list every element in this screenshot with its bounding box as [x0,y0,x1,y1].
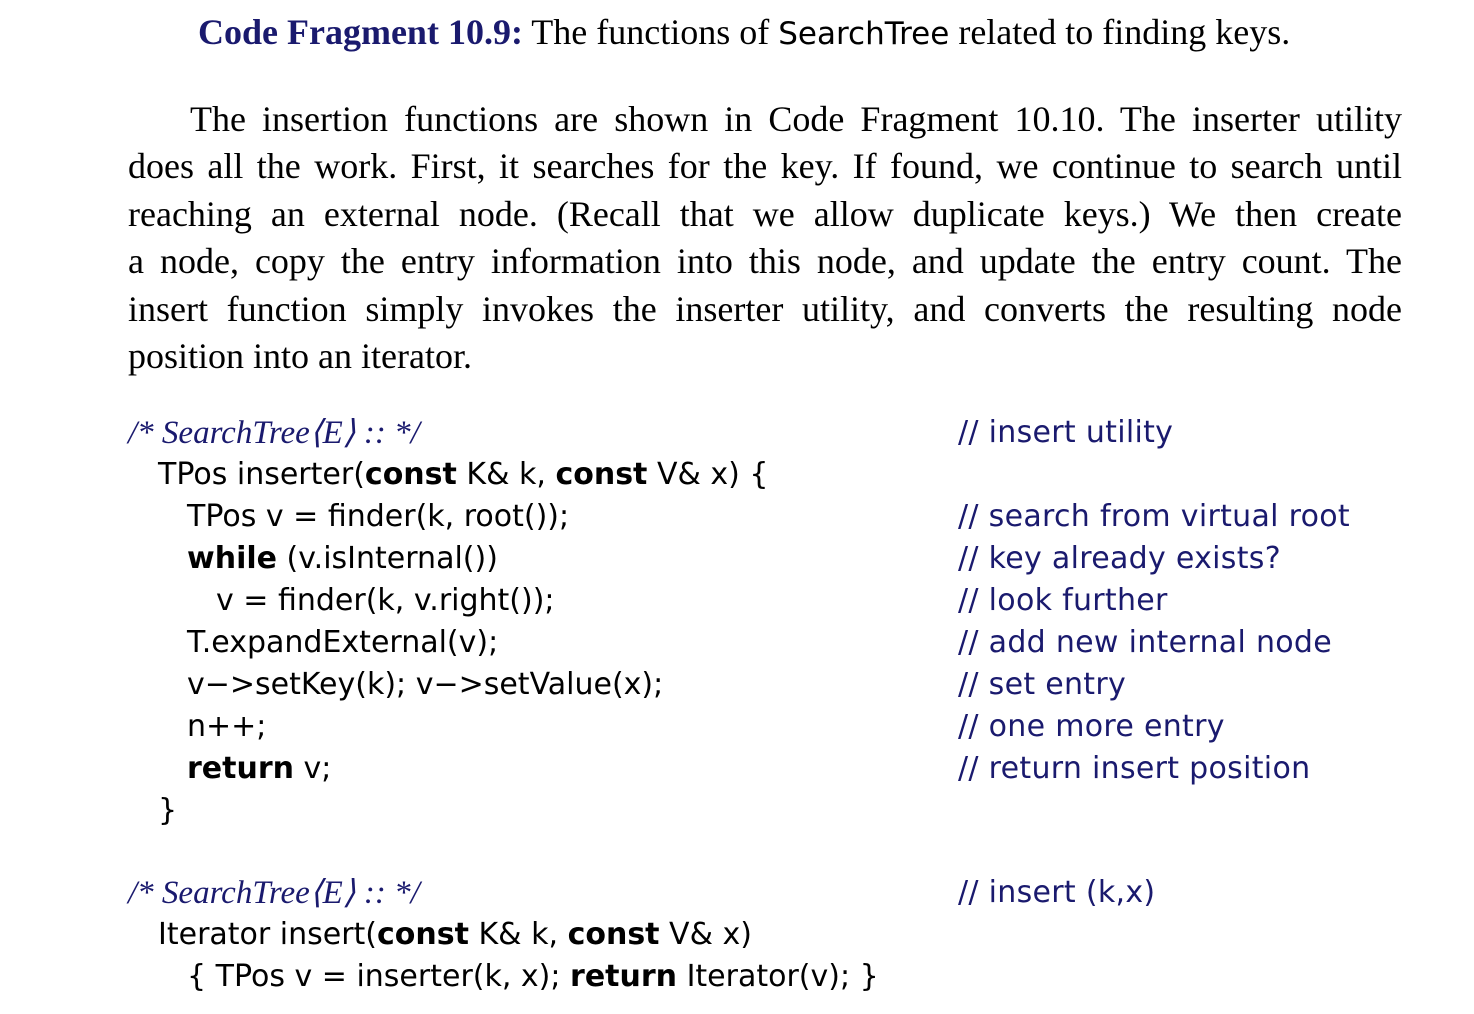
code-text: V& x) { [647,457,769,492]
code-text: TPos inserter( [158,457,365,492]
code-comment: // insert utility [958,415,1174,450]
code-comment: // set entry [958,667,1127,702]
paragraph-line: reaching an external node. (Recall that we allow duplicate keys.) We then create [128,193,1402,234]
code-line: v = finder(k, v.right()); [216,583,555,618]
code-comment: // add new internal node [958,625,1333,660]
code-text: Iterator insert( [158,917,378,952]
code-text: K& k, [468,917,568,952]
paragraph-line: insert function simply invokes the inserter utility, and converts the resulting node [128,288,1402,329]
code-text: V& x) [659,917,752,952]
code-keyword: return [187,751,294,786]
code-line [187,538,498,580]
code-keyword: const [555,457,648,492]
code-header: /* SearchTree⟨E⟩ :: */ [128,415,420,451]
code-comment: // insert (k,x) [958,875,1156,910]
code-line: n++; [187,709,267,744]
code-text: (v.isInternal()) [277,541,498,576]
paragraph-line: The insertion functions are shown in Code Fragment 10.10. The inserter utility [190,99,1402,139]
code-line-close-brace: } [158,793,178,828]
caption-label: Code Fragment 10.9: [198,12,523,52]
paragraph-line: does all the work. First, it searches for the key. If found, we continue to search until [128,146,1402,187]
caption-class-name: SearchTree [778,16,950,52]
code-header: /* SearchTree⟨E⟩ :: */ [128,875,420,911]
body-paragraph [128,96,1402,380]
caption-text-before: The functions of [531,12,779,52]
code-line: T.expandExternal(v); [187,625,499,660]
paragraph-line: position into an iterator. [128,335,472,376]
code-comment: // look further [958,583,1168,618]
paragraph-line: a node, copy the entry information into this node, and update the entry count. The [128,241,1402,282]
code-comment: // one more entry [958,709,1225,744]
code-comment: // return insert position [958,751,1311,786]
code-keyword: const [377,917,469,952]
code-line-signature [158,914,752,956]
code-text: K& k, [456,457,556,492]
code-line-body [187,956,879,998]
code-text: Iterator(v); } [677,959,879,994]
caption-text-after: related to finding keys. [949,12,1291,52]
code-keyword: const [364,457,457,492]
code-comment: // key already exists? [958,541,1281,576]
code-keyword: const [567,917,660,952]
code-comment: // search from virtual root [958,499,1350,534]
code-line: TPos v = finder(k, root()); [187,499,570,534]
code-line-signature [158,454,768,496]
code-text: { TPos v = inserter(k, x); [187,959,571,994]
code-line: v−>setKey(k); v−>setValue(x); [187,667,664,702]
code-text: v; [294,751,332,786]
code-keyword: return [570,959,678,994]
code-fragment-caption [198,8,1290,58]
code-keyword: while [187,541,277,576]
code-line [187,748,331,790]
